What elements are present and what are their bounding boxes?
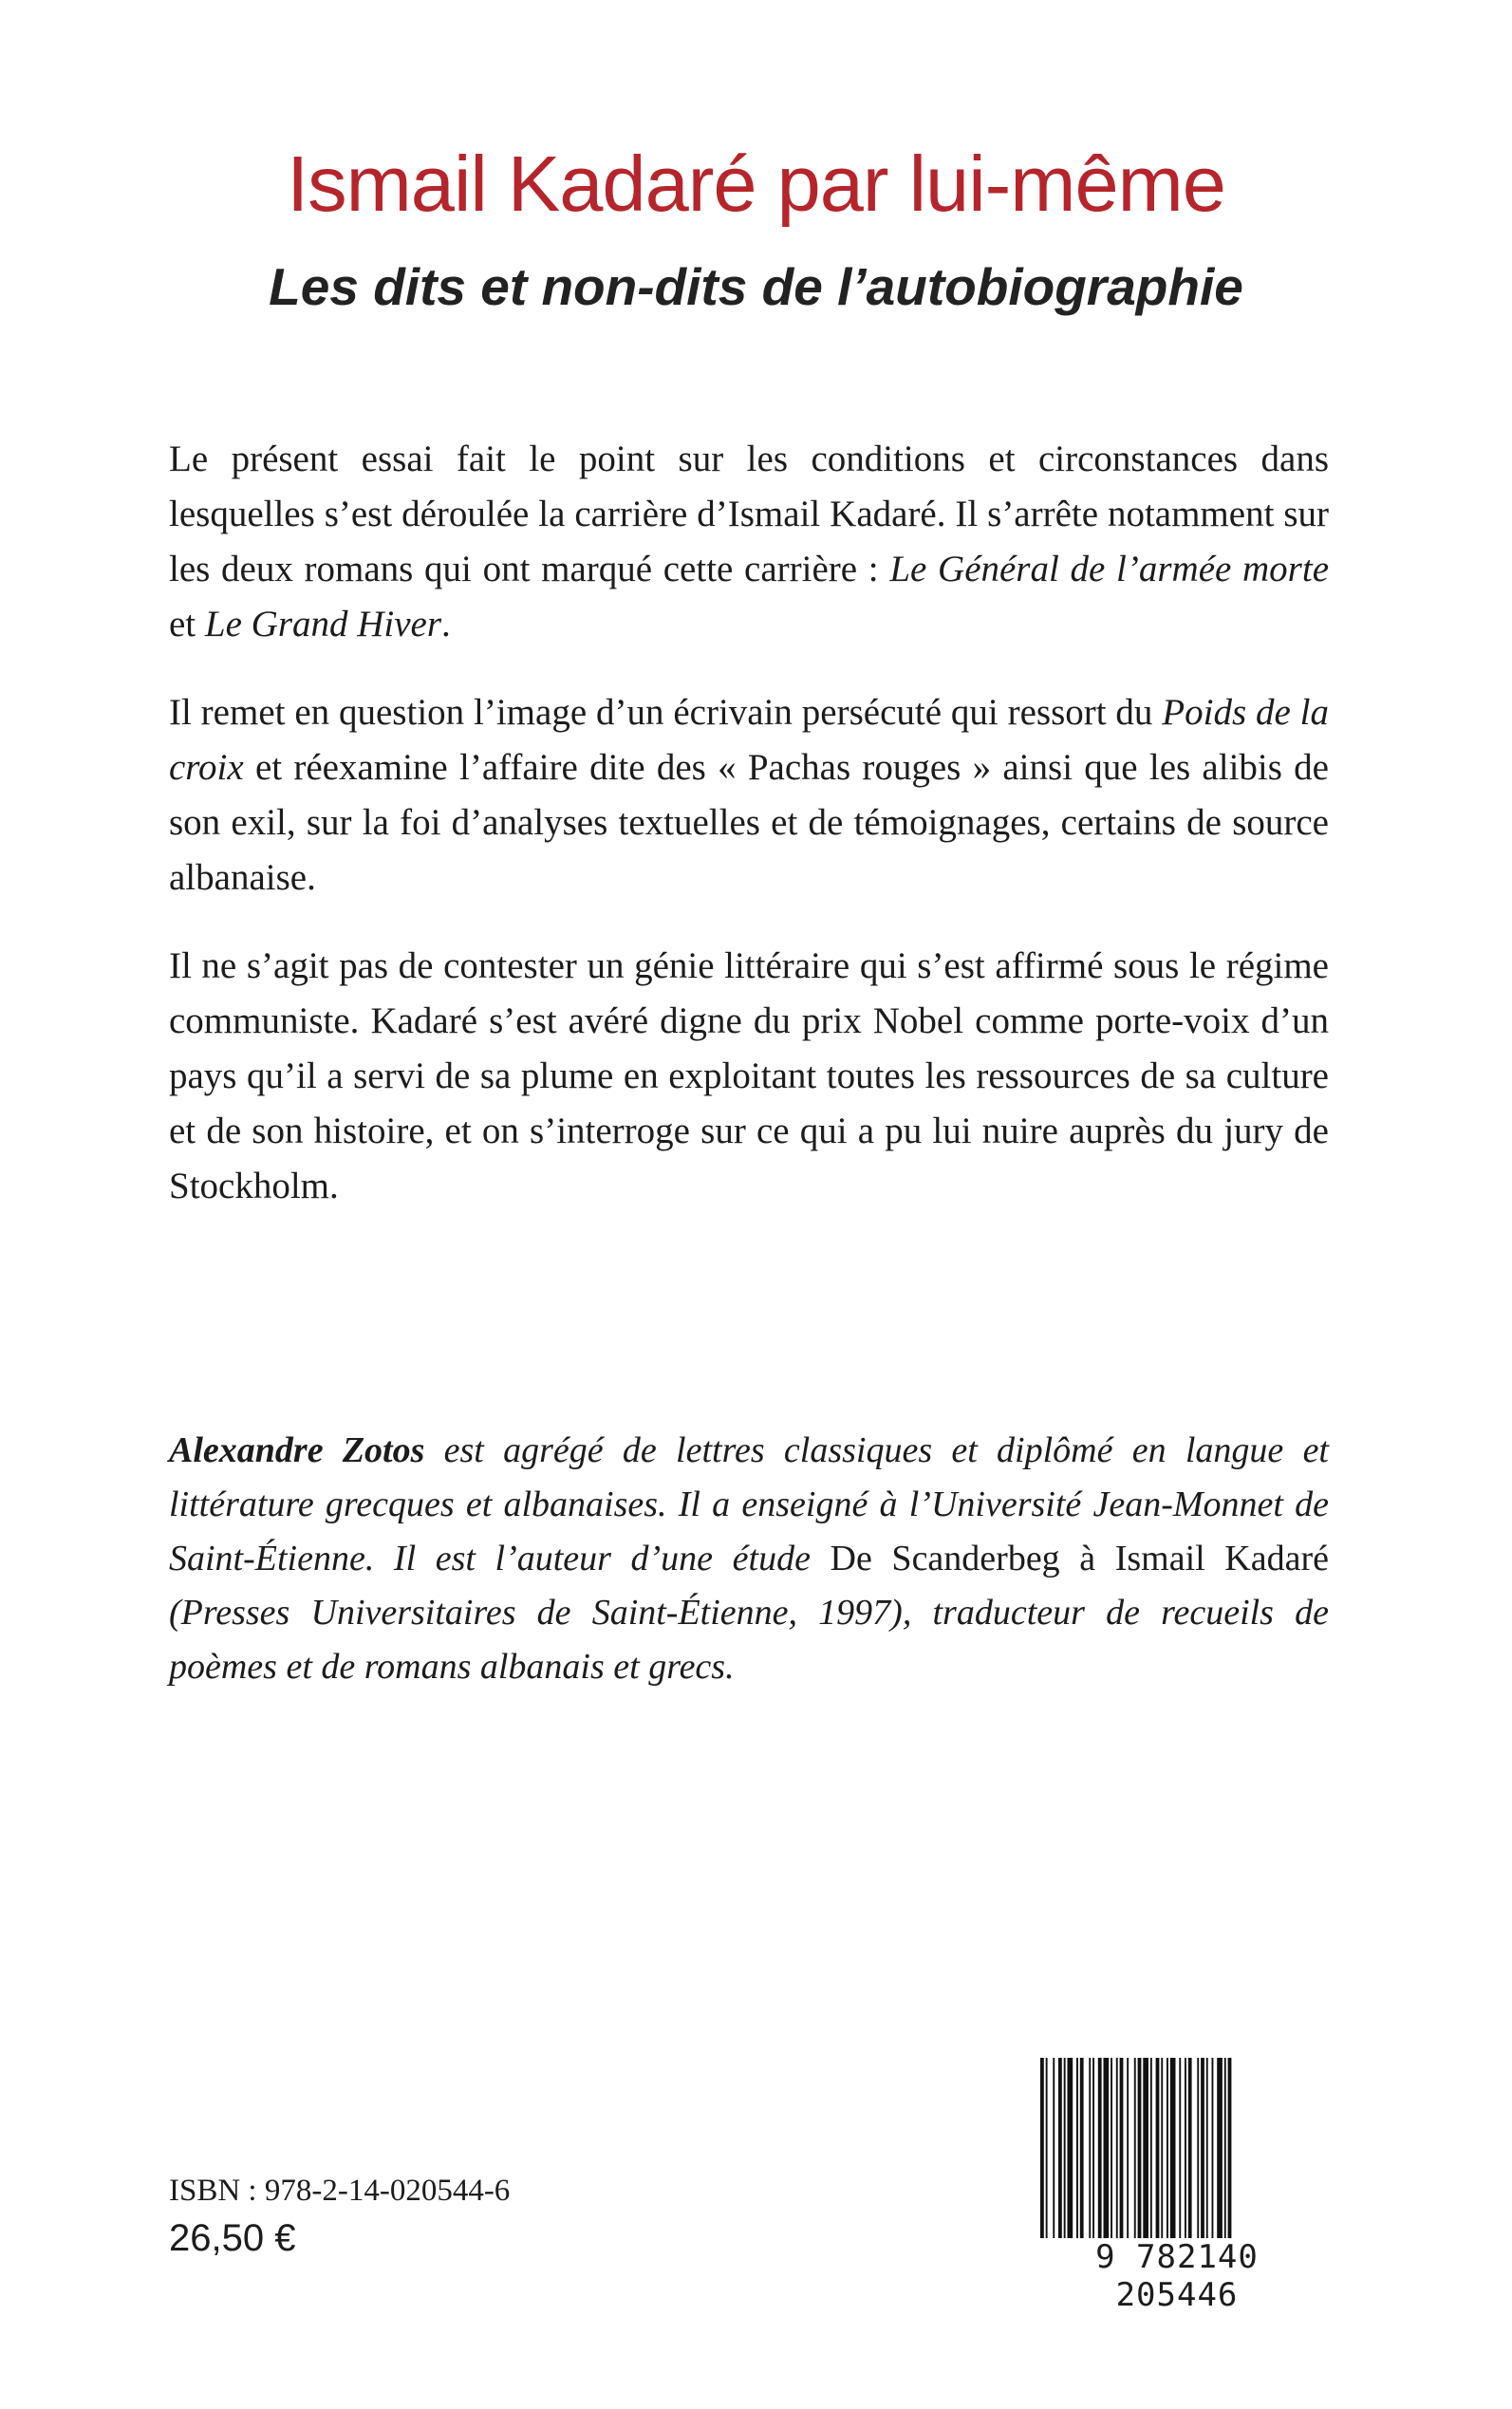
barcode-bar xyxy=(1076,2058,1078,2238)
author-bio-end: (Presses Universitaires de Saint-Étienne, 1997), traducteur de recueils de poèmes et de romans albanais et grecs. xyxy=(169,1593,1329,1687)
study-title: De Scanderbeg à Ismail Kadaré xyxy=(830,1539,1329,1578)
barcode-bar xyxy=(1134,2058,1136,2238)
barcode-bar xyxy=(1143,2058,1148,2238)
barcode-bar xyxy=(1120,2058,1124,2238)
barcode-bar xyxy=(1080,2058,1084,2238)
barcode-bar xyxy=(1170,2058,1176,2238)
barcode-bar xyxy=(1185,2058,1186,2238)
summary-paragraph-3: Il ne s’agit pas de contester un génie littéraire qui s’est affirmé sous le régime communiste. Kadaré s’est avéré digne du prix Nobel comme porte-voix d’un pays qu’il a servi de sa plume en exploitant toutes les ressources de sa culture et de son histoire, et on s’interroge sur ce qui a pu lui nuire auprès du jury de Stockholm. xyxy=(169,945,1329,1206)
barcode-bar xyxy=(1111,2058,1112,2238)
barcode-bar xyxy=(1156,2058,1160,2238)
conjunction-text: et xyxy=(169,604,205,644)
price: 26,50 € xyxy=(169,2217,296,2259)
author-bio-start: est agrégé de lettres classiques et diplômé en langue et littérature grecques et albanaises. Il a enseigné à l’Université Jean-Monnet de Saint-Étienne. Il est l’auteur d’une étude xyxy=(169,1430,1329,1578)
barcode-bar xyxy=(1092,2058,1094,2238)
period-text: . xyxy=(441,604,451,644)
barcode-bar xyxy=(1098,2058,1102,2238)
barcode xyxy=(1025,2058,1329,2314)
summary-paragraph-1 xyxy=(169,432,1329,652)
barcode-bar xyxy=(1138,2058,1142,2238)
barcode-bar xyxy=(1089,2058,1091,2238)
barcode-bar xyxy=(1104,2058,1110,2238)
barcode-bar xyxy=(1167,2058,1168,2238)
barcode-bar xyxy=(1217,2058,1223,2238)
barcode-bar xyxy=(1040,2058,1044,2238)
summary-paragraph-2-start: Il remet en question l’image d’un écrivain persécuté qui ressort du xyxy=(169,692,1163,733)
barcode-bar xyxy=(1116,2058,1118,2238)
summary-paragraph-2 xyxy=(169,685,1329,906)
author-bio xyxy=(169,1424,1329,1694)
barcode-bar xyxy=(1197,2058,1199,2238)
barcode-bar xyxy=(1150,2058,1152,2238)
barcode-bar xyxy=(1188,2058,1192,2238)
novel-title-grand-hiver: Le Grand Hiver xyxy=(204,604,442,644)
barcode-bar xyxy=(1127,2058,1129,2238)
novel-title-general: Le Général de l’armée morte xyxy=(889,549,1330,589)
book-title-poids-de-la-croix: Poids de la croix xyxy=(169,692,1330,788)
barcode-bar xyxy=(1206,2058,1208,2238)
barcode-bar xyxy=(1224,2058,1226,2238)
barcode-bars xyxy=(1040,2058,1316,2238)
barcode-bar xyxy=(1046,2058,1048,2238)
summary-paragraph-2-end: et réexamine l’affaire dite des « Pachas rouges » ainsi que les alibis de son exil, sur la foi d’analyses textuelles et de témoignages, certains de source albanaise. xyxy=(169,747,1329,898)
barcode-bar xyxy=(1058,2058,1062,2238)
barcode-bar xyxy=(1053,2058,1055,2238)
isbn: ISBN : 978-2-14-020544-6 xyxy=(169,2174,511,2208)
summary-text xyxy=(169,432,1329,1247)
book-subtitle: Les dits et non-dits de l’autobiographie xyxy=(269,257,1243,316)
barcode-bar xyxy=(1212,2058,1214,2238)
barcode-bar xyxy=(1064,2058,1066,2238)
barcode-bar xyxy=(1161,2058,1163,2238)
barcode-bar xyxy=(1068,2058,1073,2238)
author-name: Alexandre Zotos xyxy=(169,1430,425,1470)
summary-paragraph-1-text: Le présent essai fait le point sur les conditions et circonstances dans lesquelles s’est déroulée la carrière d’Ismail Kadaré. Il s’arrête notamment sur les deux romans qui ont marqué cette carrière : xyxy=(169,439,1329,589)
book-title: Ismail Kadaré par lui-même xyxy=(287,140,1225,228)
barcode-number: 9 782140 205446 xyxy=(1095,2238,1259,2314)
barcode-bar xyxy=(1179,2058,1181,2238)
barcode-bar xyxy=(1228,2058,1232,2238)
barcode-bar xyxy=(1201,2058,1204,2238)
